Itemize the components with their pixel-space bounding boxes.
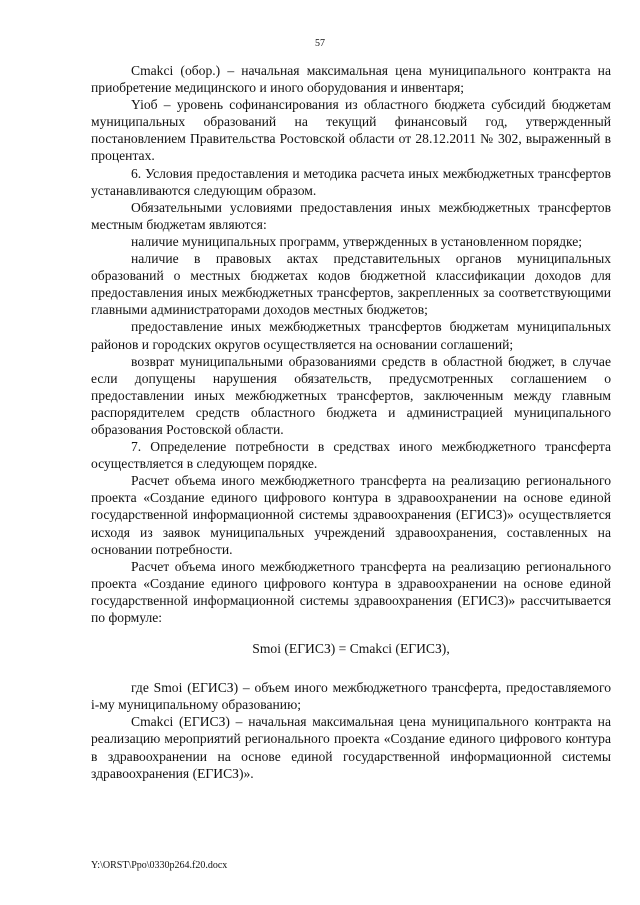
paragraph-calculation-requests: Расчет объема иного межбюджетного трансферта на реализацию регионального проекта «Создание единого цифрового контура в здравоохранении на основе единой государственной информационной системы здравоохранения (ЕГИСЗ)» осуществляется исходя из заявок муниципальных учреждений здравоохранения, составленных на основании потребности. <box>91 473 611 557</box>
paragraph-condition-return: возврат муниципальными образованиями средств в областной бюджет, в случае если допущены нарушения обязательств, предусмотренных соглашением о предоставлении иных межбюджетных трансфертов, заключенным между главным распорядителем средств областного бюджета и администрацией муниципального образования Ростовской области. <box>91 353 611 437</box>
paragraph-cmakci-definition: Cmakci (ЕГИСЗ) – начальная максимальная цена муниципального контракта на реализацию мероприятий регионального проекта «Создание единого цифрового контура в здравоохранении на основе единой государственной информационной системы здравоохранения (ЕГИСЗ)». <box>91 714 611 781</box>
document-body <box>91 62 611 782</box>
paragraph-cmakci-obor: Cmakci (обор.) – начальная максимальная цена муниципального контракта на приобретение медицинского и иного оборудования и инвентаря; <box>91 63 611 96</box>
paragraph-yiob: Yioб – уровень софинансирования из областного бюджета субсидий бюджетам муниципальных образований на текущий финансовый год, утвержденный постановлением Правительства Ростовской области от 28.12.2011 № 302, выраженный в процентах. <box>91 97 611 164</box>
paragraph-conditions-intro: Обязательными условиями предоставления иных межбюджетных трансфертов местным бюджетам являются: <box>91 199 611 232</box>
paragraph-smoi-definition: где Smoi (ЕГИСЗ) – объем иного межбюджетного трансферта, предоставляемого i-му муниципальному образованию; <box>91 680 611 713</box>
paragraph-calculation-formula-intro: Расчет объема иного межбюджетного трансферта на реализацию регионального проекта «Создание единого цифрового контура в здравоохранении на основе единой государственной информационной системы здравоохранения (ЕГИСЗ)» рассчитывается по формуле: <box>91 558 611 625</box>
paragraph-section-6: 6. Условия предоставления и методика расчета иных межбюджетных трансфертов устанавливаются следующим образом. <box>91 165 611 198</box>
formula: Smoi (ЕГИСЗ) = Cmakci (ЕГИСЗ), <box>252 641 450 657</box>
paragraph-condition-agreements: предоставление иных межбюджетных трансфертов бюджетам муниципальных районов и городских округов осуществляется на основании соглашений; <box>91 319 611 352</box>
paragraph-condition-programs: наличие муниципальных программ, утвержденных в установленном порядке; <box>131 233 583 249</box>
footer-file-path: Y:\ORST\Ppo\0330p264.f20.docx <box>91 860 228 871</box>
paragraph-condition-codes: наличие в правовых актах представительных органов муниципальных образований о местных бюджетах кодов бюджетной классификации доходов для предоставления иных межбюджетных трансфертов, закрепленных за соответствующими главными администраторами доходов местных бюджетов; <box>91 251 611 318</box>
paragraph-section-7: 7. Определение потребности в средствах иного межбюджетного трансферта осуществляется в следующем порядке. <box>91 439 611 472</box>
page-number: 57 <box>315 38 325 49</box>
